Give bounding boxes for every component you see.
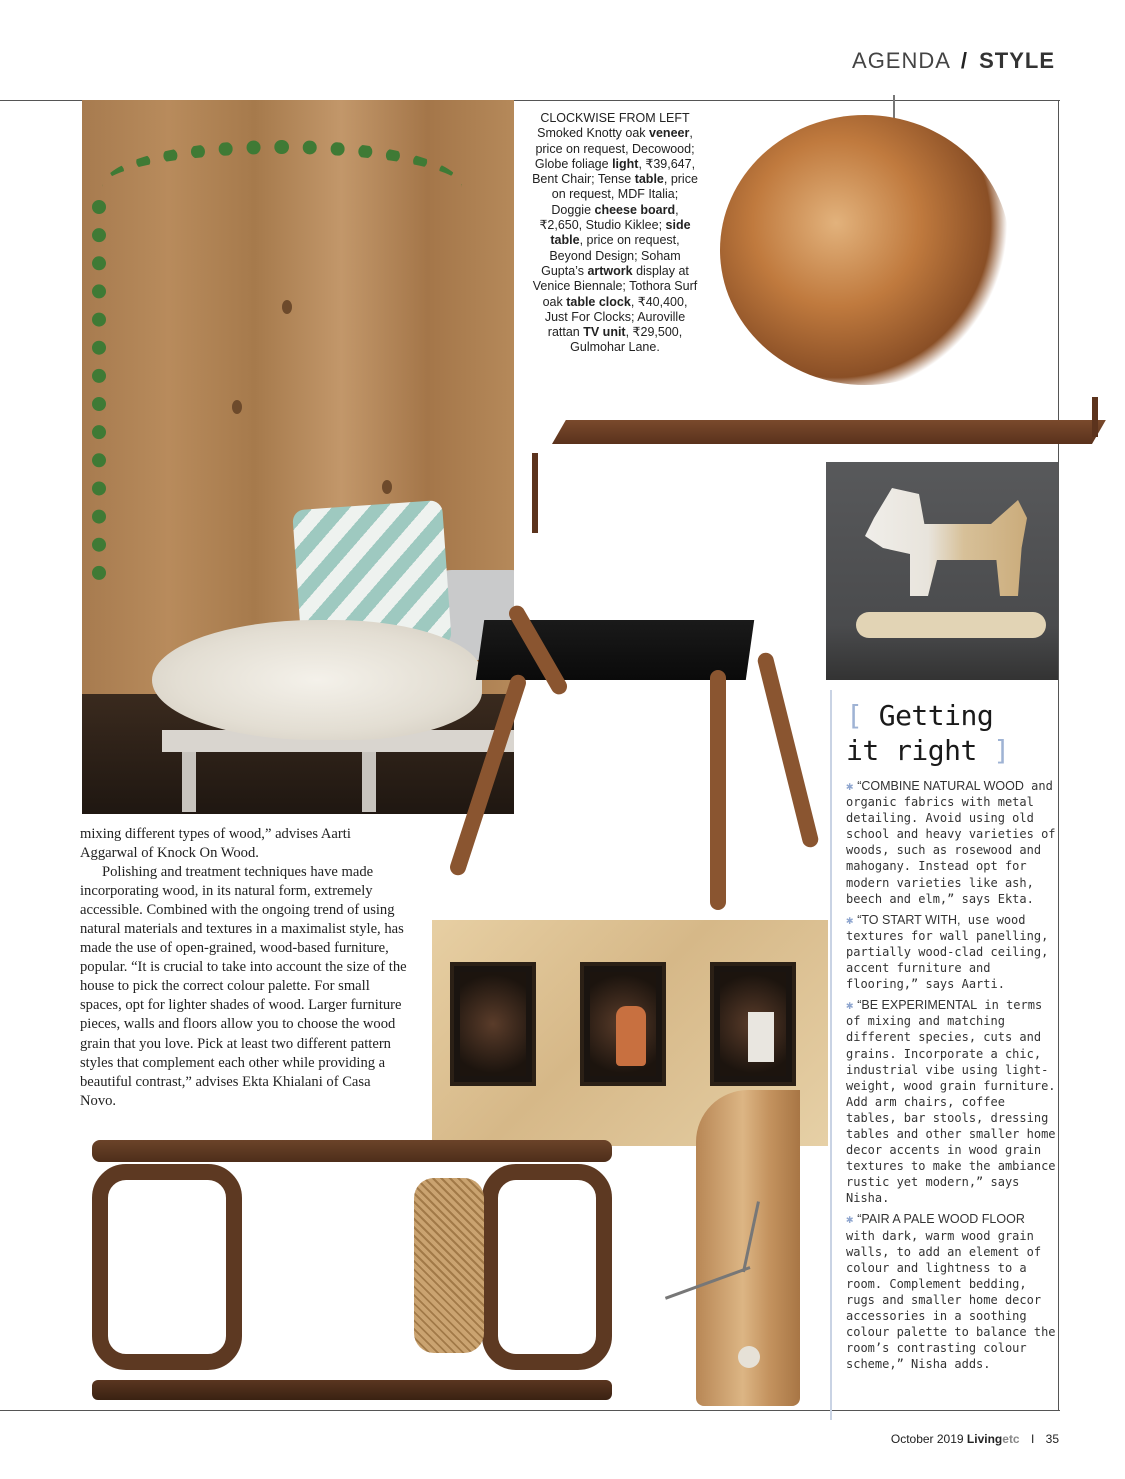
caption-text: , ₹40,400, Just For Clocks; Auroville rattan [544, 294, 688, 340]
tip-lead: “BE EXPERIMENTAL [857, 998, 978, 1013]
caption-product-name: cheese board [594, 202, 676, 217]
table-leg [1092, 397, 1098, 437]
caption-text: display at Venice Biennale; Tothora Surf oak [532, 263, 698, 309]
asterisk-icon: ✱ [846, 1212, 854, 1227]
caption-text: , price on request, Decowood; Globe foliage [534, 126, 695, 171]
right-rule [1058, 100, 1059, 1410]
tip-item [846, 912, 1056, 992]
tip-text: and organic fabrics with metal detailing. Avoid using old school and heavy varieties of woods, such as rosewood and mahogany. Instead opt for modern varieties like ash, beech and elm,” says Ekta. [846, 779, 1056, 906]
table-clock-photo [656, 1090, 806, 1410]
dog-cheese-board-photo [826, 462, 1058, 680]
tv-unit-top [92, 1140, 612, 1162]
caption-product-name: table [634, 172, 664, 187]
caption-product-name: light [612, 156, 639, 171]
tip-lead: “PAIR A PALE WOOD FLOOR [857, 1212, 1025, 1227]
sidebar-title-line1: Getting [878, 699, 994, 732]
tip-item [846, 778, 1056, 907]
foliage-garland [102, 140, 462, 234]
subsection-name: STYLE [979, 48, 1055, 73]
clock-dial [738, 1346, 760, 1368]
caption-product-name: artwork [587, 263, 633, 278]
footer-separator: I [1030, 1432, 1035, 1446]
tv-unit-right-loop [482, 1164, 612, 1370]
tip-text: in terms of mixing and matching different species, cuts and grains. Incorporate a chic, industrial vibe using light-weight, wood grain furniture. Add arm chairs, coffee tables, bar stools, dressing tables and other smaller home decor accents in wood grain textures to make the ambiance rustic yet modern,” says Nisha. [846, 998, 1056, 1206]
bracket-open: [ [846, 699, 863, 732]
caption-text: , ₹2,650, Studio Kiklee; [539, 202, 679, 233]
asterisk-icon: ✱ [846, 912, 854, 927]
tv-unit-base [92, 1380, 612, 1400]
article-body [80, 825, 408, 1111]
dog-shaped-board [856, 482, 1036, 602]
tip-lead: “COMBINE NATURAL WOOD [857, 779, 1024, 793]
lying-board [856, 612, 1046, 638]
body-paragraph: mixing different types of wood,” advises Aarti Aggarwal of Knock On Wood. [80, 826, 351, 862]
table-leg [756, 651, 820, 849]
photo-frame [450, 962, 536, 1086]
foliage-garland-hanging [92, 200, 136, 580]
section-header [852, 48, 1055, 74]
magazine-suffix: etc [1002, 1432, 1020, 1446]
side-table-photo [420, 590, 840, 920]
globe-foliage-light-photo [700, 95, 1030, 395]
rattan-panel [414, 1178, 484, 1353]
product-caption [532, 111, 698, 356]
caption-product-name: veneer [649, 126, 690, 141]
page-footer [891, 1432, 1059, 1446]
tv-unit-left-loop [92, 1164, 242, 1370]
caption-product-name: side table [550, 218, 691, 248]
sidebar-divider [830, 690, 832, 1420]
tip-lead: “TO START WITH, [857, 912, 961, 927]
foliage-globe [720, 115, 1010, 385]
wood-knot [232, 400, 242, 414]
sidebar-title-line2: it right [846, 734, 977, 767]
tip-item [846, 997, 1056, 1206]
sidebar-title [846, 698, 1056, 768]
caption-product-name: TV unit [583, 325, 626, 340]
caption-text: CLOCKWISE FROM LEFT Smoked Knotty oak [537, 111, 690, 141]
caption-text: , ₹29,500, Gulmohar Lane. [570, 325, 683, 355]
asterisk-icon: ✱ [846, 779, 854, 793]
table-top [552, 420, 1106, 444]
caption-text: , price on request, Beyond Design; Soham Gupta’s [541, 233, 681, 278]
photo-frame [710, 962, 796, 1086]
table-leg [448, 673, 528, 878]
wood-knot [382, 480, 392, 494]
tv-unit-photo [92, 1130, 612, 1402]
section-separator: / [960, 48, 968, 73]
wood-knot [282, 300, 292, 314]
tip-text: with dark, warm wood grain walls, to add an element of colour and lightness to a room. Complement bedding, rugs and smaller home decor accessories in a soothing colour palette to balance the room’s contrasting colour scheme,” Nisha adds. [846, 1228, 1056, 1372]
bench-leg [182, 752, 196, 812]
bottom-rule [0, 1410, 1060, 1411]
caption-text: , price on request, MDF Italia; Doggie [551, 172, 698, 217]
body-paragraph: Polishing and treatment techniques have made incorporating wood, in its natural form, extremely accessible. Combined with the ongoing trend of using natural materials and textures in a maximalist style, has made the use of open-grained, wood-based furniture, popular. “It is crucial to take into account the size of the house to pick the correct colour palette. For small spaces, opt for lighter shades of wood. Larger furniture pieces, walls and floors allow you to choose the wood grain that you love. Pick at least two different pattern styles that complement each other while providing a beautiful contrast,” advises Ekta Khialani of Casa Novo. [80, 864, 407, 1109]
bench-leg [362, 752, 376, 812]
bracket-close: ] [993, 734, 1010, 767]
magazine-name: Living [966, 1432, 1003, 1446]
table-leg [532, 453, 538, 533]
issue-date: October 2019 [890, 1432, 964, 1446]
photo-frame [580, 962, 666, 1086]
asterisk-icon: ✱ [846, 998, 854, 1013]
table-leg [710, 670, 726, 910]
tip-item [846, 1211, 1056, 1372]
caption-text: , ₹39,647, Bent Chair; Tense [532, 156, 696, 187]
page-number: 35 [1045, 1432, 1059, 1446]
tip-text: use wood textures for wall panelling, partially wood-clad ceiling, accent furniture and flooring,” says Aarti. [846, 912, 1049, 992]
section-name: AGENDA [852, 48, 950, 73]
caption-product-name: table clock [566, 294, 631, 309]
tips-sidebar [846, 698, 1056, 1377]
